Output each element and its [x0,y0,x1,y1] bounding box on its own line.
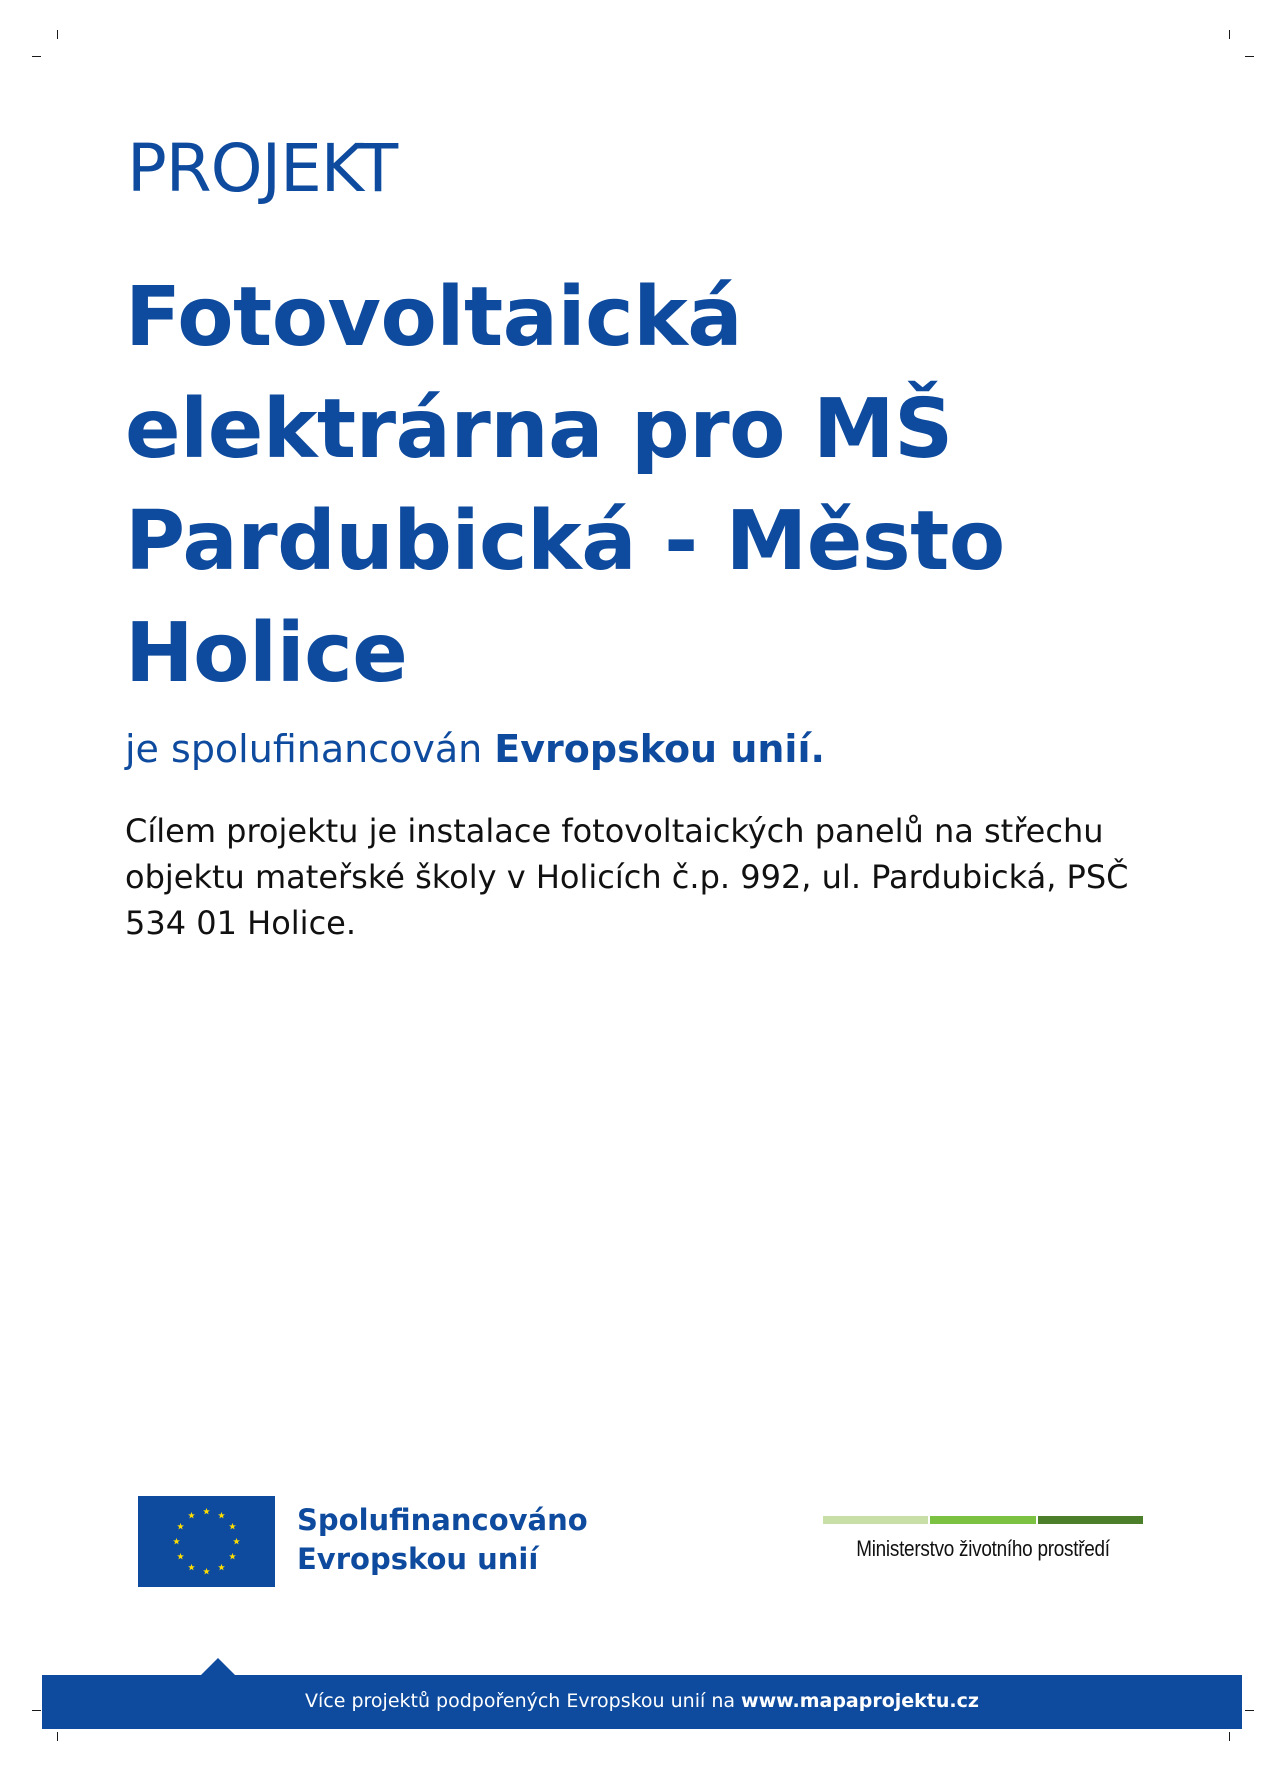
eu-logo-line2: Evropskou unií [297,1542,539,1576]
ministry-bar-light [823,1516,928,1524]
ministry-logo-bars [823,1516,1143,1524]
crop-mark [1229,30,1230,39]
ministry-name: Ministerstvo životního prostředí [856,1536,1110,1561]
footer-text [42,1690,1242,1712]
crop-mark [57,1732,58,1741]
eu-flag-icon [138,1496,275,1587]
ministry-logo [823,1516,1143,1562]
project-description: Cílem projektu je instalace fotovoltaických panelů na střechu objektu mateřské školy v Holicích č.p. 992, ul. Pardubická, PSČ 534 01 Holice. [125,812,1129,942]
project-title: Fotovoltaická elektrárna pro MŠ Pardubická - Město Holice [125,270,1005,701]
eu-cofinancing-logo-text [297,1501,588,1579]
eu-logo-line1: Spolufinancováno [297,1503,588,1537]
cofinancing-statement [125,727,825,773]
project-label: PROJEKT [127,130,398,207]
crop-mark [1245,1710,1254,1711]
footer-prefix: Více projektů podpořených Evropskou unií na [305,1690,742,1712]
ministry-bar-mid [930,1516,1035,1524]
crop-mark [32,56,41,57]
cofinancing-emphasis: Evropskou unií. [494,727,825,771]
footer-notch [200,1658,236,1676]
crop-mark [1229,1732,1230,1741]
ministry-bar-dark [1038,1516,1143,1524]
crop-mark [1245,56,1254,57]
crop-mark [32,1710,41,1711]
crop-mark [57,30,58,39]
footer-bar [42,1675,1242,1729]
footer-link[interactable]: www.mapaprojektu.cz [741,1690,979,1712]
cofinancing-prefix: je spolufinancován [125,727,495,771]
